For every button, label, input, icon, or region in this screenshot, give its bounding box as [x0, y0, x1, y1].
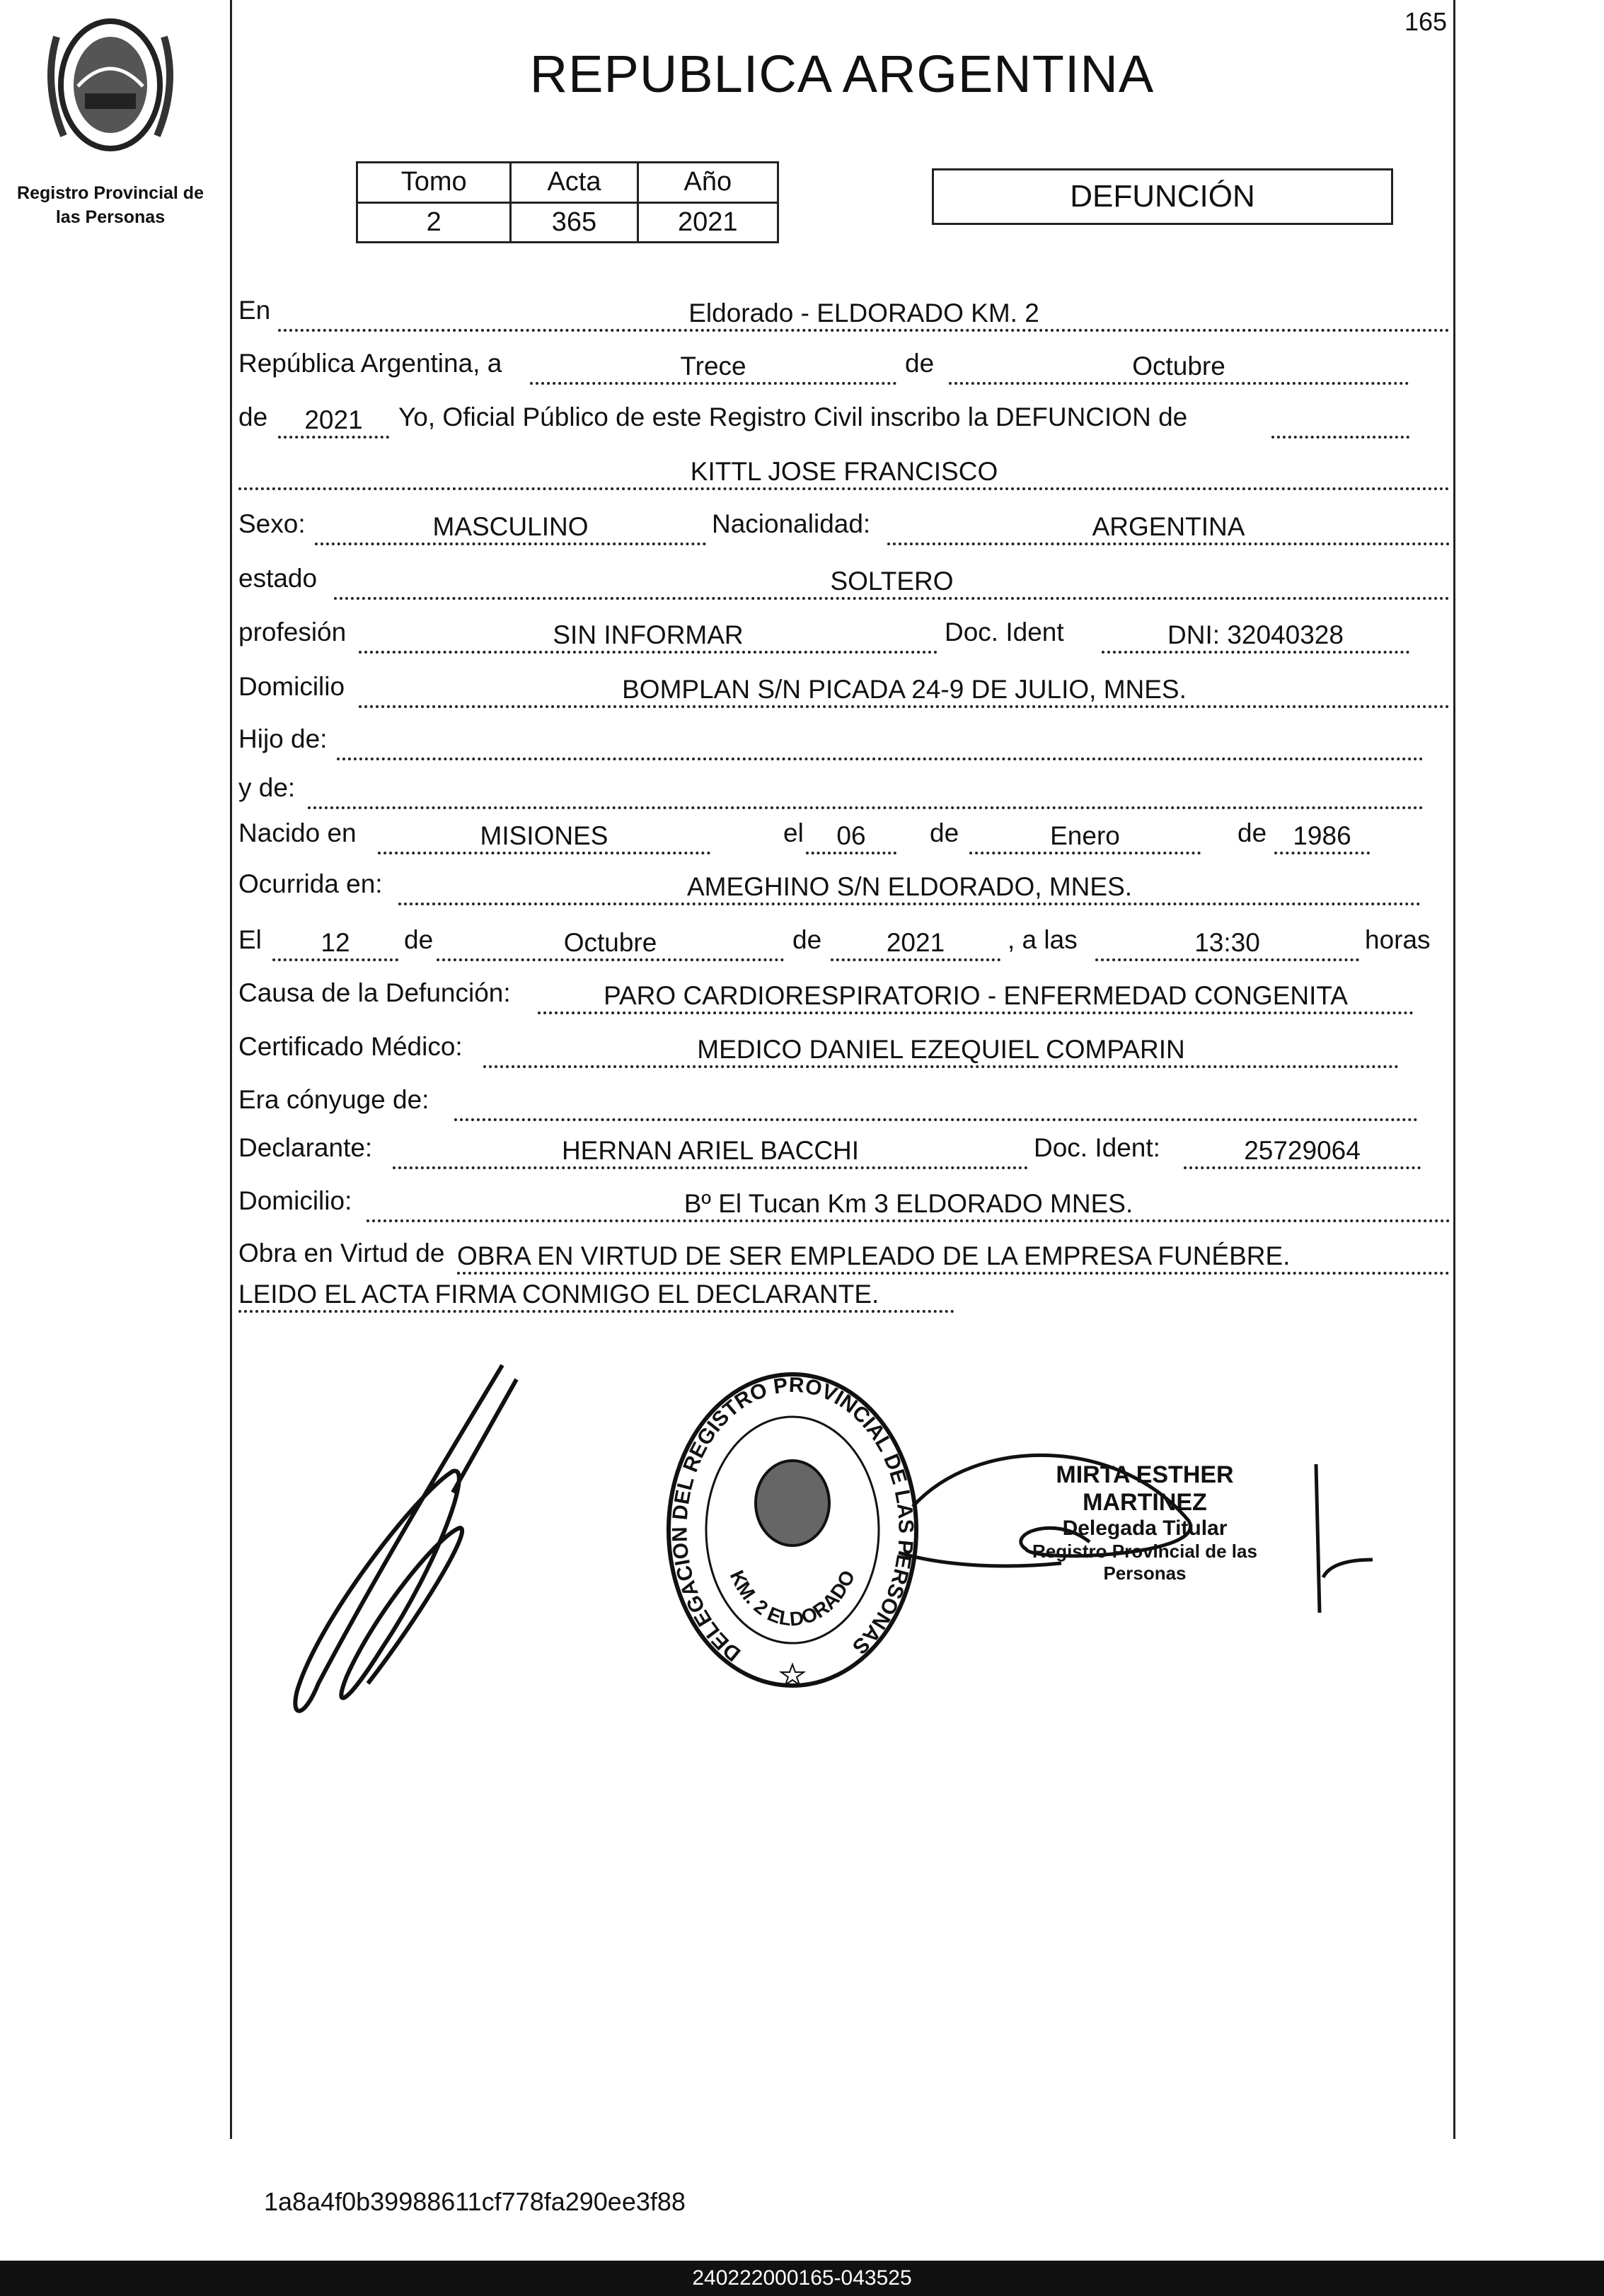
form-label: Sexo:	[238, 509, 306, 538]
right-margin-line	[1453, 0, 1455, 2139]
form-label: de	[238, 402, 268, 431]
form-field	[437, 927, 784, 961]
form-field-value: 2021	[886, 928, 945, 957]
form-field-value: 12	[321, 928, 350, 957]
form-field-value: 2021	[304, 405, 363, 434]
form-field	[393, 1135, 1028, 1169]
form-field	[831, 927, 1000, 961]
form-field	[359, 674, 1450, 708]
form-field-value: SIN INFORMAR	[553, 620, 744, 649]
form-field-value: Eldorado - ELDORADO KM. 2	[688, 298, 1039, 327]
form-field-value: HERNAN ARIEL BACCHI	[561, 1136, 860, 1165]
form-field	[367, 1188, 1450, 1222]
form-field-value: Octubre	[563, 928, 657, 957]
form-field-value: 13:30	[1194, 928, 1260, 957]
form-field	[1184, 1135, 1421, 1169]
registry-label-line-1: Registro Provincial de	[17, 183, 204, 203]
seal-ring-text: DELEGACION DEL REGISTRO PROVINCIAL DE LAS PERSONAS	[668, 1373, 918, 1666]
form-field-value: 25729064	[1244, 1136, 1361, 1165]
form-label: Obra en Virtud de	[238, 1239, 445, 1268]
declarant-signature	[276, 1351, 545, 1733]
form-label: Domicilio:	[238, 1186, 352, 1215]
form-label: El	[238, 925, 262, 954]
form-field-value: Trece	[680, 352, 746, 381]
form-field-value: Enero	[1050, 821, 1120, 850]
form-field	[538, 980, 1414, 1014]
form-field-value: LEIDO EL ACTA FIRMA CONMIGO EL DECLARANTE.	[238, 1280, 879, 1309]
official-role: Delegada Titular	[1062, 1517, 1228, 1540]
ano-header: Año	[637, 163, 778, 203]
form-label: de	[1237, 818, 1267, 847]
form-label: estado	[238, 564, 318, 593]
form-field	[272, 927, 398, 961]
form-label: Hijo de:	[238, 724, 328, 753]
form-field	[887, 511, 1450, 545]
official-seal	[662, 1369, 923, 1694]
ano-value: 2021	[637, 202, 778, 243]
registry-label-line-2: las Personas	[55, 207, 166, 227]
form-field-value: ARGENTINA	[1092, 512, 1245, 541]
form-field	[238, 456, 1450, 490]
form-field	[1095, 927, 1359, 961]
form-field-value: BOMPLAN S/N PICADA 24-9 DE JULIO, MNES.	[622, 675, 1187, 704]
record-type-box: DEFUNCIÓN	[932, 168, 1393, 225]
form-field-value: MEDICO DANIEL EZEQUIEL COMPARIN	[697, 1035, 1185, 1064]
form-field-value: KITTL JOSE FRANCISCO	[690, 457, 998, 486]
official-office: Registro Provincial de las Personas	[1032, 1541, 1257, 1584]
form-label: Ocurrida en:	[238, 869, 383, 898]
form-field-value: PARO CARDIORESPIRATORIO - ENFERMEDAD CONGENITA	[604, 981, 1348, 1010]
form-field	[1271, 405, 1409, 439]
tomo-header: Tomo	[357, 163, 511, 203]
form-label: Doc. Ident	[945, 618, 1064, 647]
form-field	[949, 351, 1409, 385]
form-label: Declarante:	[238, 1133, 373, 1162]
form-field-value: Bº El Tucan Km 3 ELDORADO MNES.	[683, 1189, 1133, 1218]
form-label: de	[404, 925, 434, 954]
official-name: MIRTA ESTHER MARTINEZ	[1056, 1461, 1234, 1516]
form-field-value: MASCULINO	[432, 512, 589, 541]
footer-id-bar: 240222000165-043525	[0, 2261, 1604, 2296]
signature-block	[996, 1461, 1293, 1584]
form-label: de	[905, 349, 935, 378]
seal-inner-text: KM. 2 ELDORADO	[725, 1567, 860, 1630]
form-label: Certificado Médico:	[238, 1032, 463, 1061]
acta-header: Acta	[511, 163, 637, 203]
form-field	[398, 871, 1421, 905]
form-label: República Argentina, a	[238, 349, 502, 378]
form-label: Doc. Ident:	[1034, 1133, 1160, 1162]
form-field	[238, 1279, 954, 1313]
form-label: , a las	[1008, 925, 1078, 954]
form-field	[1274, 821, 1370, 854]
form-field	[457, 1241, 1450, 1275]
tomo-value: 2	[357, 202, 511, 243]
form-field	[806, 821, 896, 854]
page-title: REPUBLICA ARGENTINA	[529, 45, 1155, 103]
form-label: de	[930, 818, 959, 847]
svg-text:KM. 2 ELDORADO	[726, 1567, 860, 1630]
form-label: Causa de la Defunción:	[238, 978, 511, 1007]
form-label: y de:	[238, 773, 296, 802]
page-number: 165	[1404, 7, 1448, 36]
form-label: profesión	[238, 618, 347, 647]
form-field	[337, 726, 1424, 760]
form-field	[359, 620, 937, 654]
record-table	[356, 161, 779, 243]
document-hash: 1a8a4f0b39988611cf778fa290ee3f88	[264, 2187, 686, 2216]
star-icon	[781, 1664, 804, 1685]
form-field-value: MISIONES	[480, 821, 608, 850]
form-field	[308, 775, 1424, 809]
form-label: En	[238, 296, 271, 325]
form-label: Nacido en	[238, 818, 357, 847]
form-field-value: AMEGHINO S/N ELDORADO, MNES.	[686, 872, 1133, 901]
form-field-value: OBRA EN VIRTUD DE SER EMPLEADO DE LA EMPRESA FUNÉBRE.	[457, 1241, 1291, 1270]
form-label: Domicilio	[238, 672, 345, 701]
form-field	[378, 821, 710, 854]
form-label: Era cónyuge de:	[238, 1085, 429, 1114]
form-field	[454, 1087, 1418, 1121]
form-label: el	[783, 818, 804, 847]
acta-value: 365	[511, 202, 637, 243]
left-margin-line	[230, 0, 232, 2139]
form-label: de	[792, 925, 822, 954]
form-field-value: Octubre	[1132, 352, 1225, 381]
registry-label	[0, 181, 221, 229]
form-field	[483, 1034, 1399, 1068]
form-field-value: DNI: 32040328	[1167, 620, 1344, 649]
form-field	[969, 821, 1201, 854]
form-field-value: 06	[836, 821, 866, 850]
form-field	[278, 405, 389, 439]
form-field	[278, 298, 1450, 332]
form-field	[530, 351, 896, 385]
form-label: Nacionalidad:	[712, 509, 871, 538]
form-field	[1102, 620, 1409, 654]
form-label: Yo, Oficial Público de este Registro Civil inscribo la DEFUNCION de	[398, 402, 1188, 431]
form-field-value: 1986	[1293, 821, 1351, 850]
form-field-value: SOLTERO	[830, 567, 954, 596]
form-field	[315, 511, 706, 545]
form-label: horas	[1365, 925, 1431, 954]
form-field	[334, 566, 1450, 600]
